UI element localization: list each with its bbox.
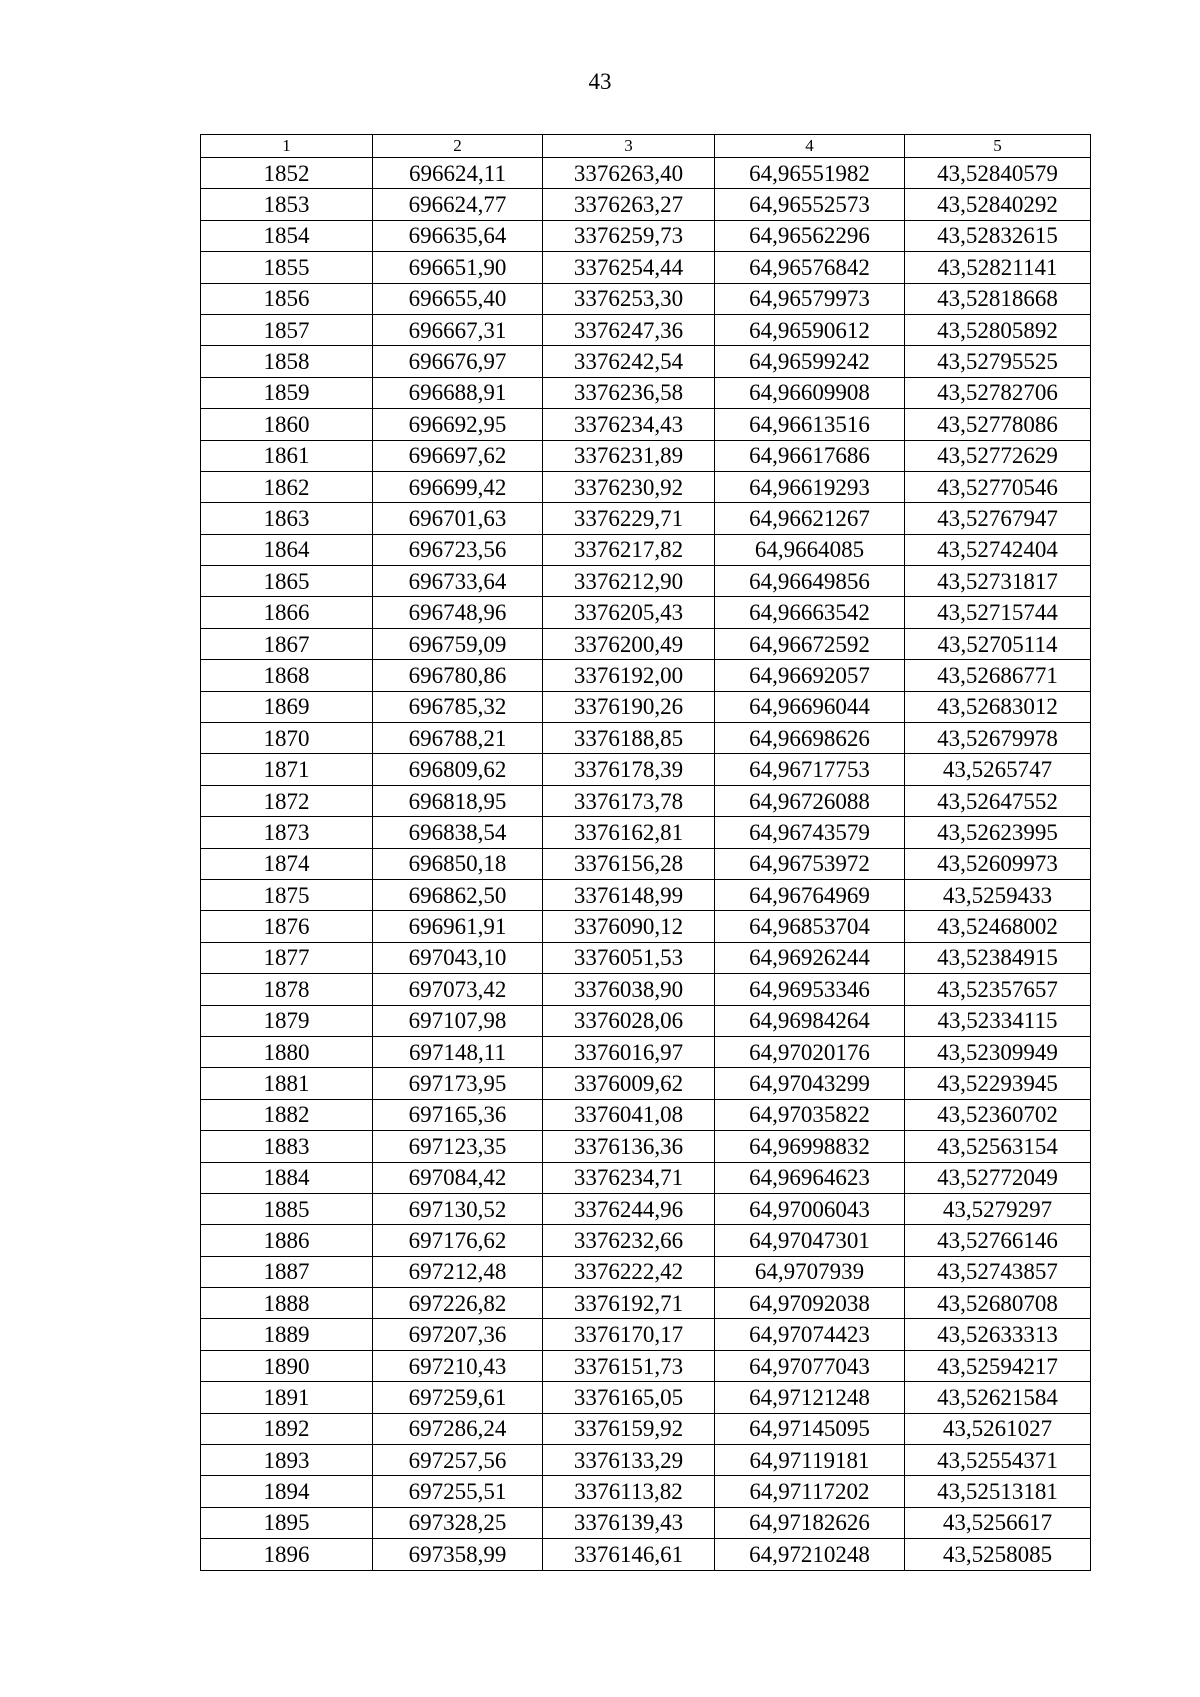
coordinates-table	[200, 134, 1091, 1571]
table-body	[201, 158, 1091, 1571]
header-col-2: 2	[373, 135, 543, 158]
table-row	[201, 597, 1091, 628]
cell-longitude: 64,97119181	[715, 1445, 905, 1476]
table-row	[201, 660, 1091, 691]
cell-longitude: 64,97117202	[715, 1476, 905, 1507]
cell-x-coordinate: 697173,95	[373, 1068, 543, 1099]
cell-latitude: 43,52840579	[905, 158, 1091, 189]
cell-latitude: 43,52805892	[905, 314, 1091, 345]
cell-latitude: 43,52563154	[905, 1131, 1091, 1162]
cell-point-number: 1863	[201, 503, 373, 534]
cell-y-coordinate: 3376231,89	[543, 440, 715, 471]
cell-longitude: 64,97035822	[715, 1099, 905, 1130]
cell-y-coordinate: 3376259,73	[543, 220, 715, 251]
table-row	[201, 628, 1091, 659]
table-row	[201, 409, 1091, 440]
header-col-1: 1	[201, 135, 373, 158]
cell-longitude: 64,96696044	[715, 691, 905, 722]
table-row	[201, 848, 1091, 879]
cell-latitude: 43,52686771	[905, 660, 1091, 691]
cell-latitude: 43,52766146	[905, 1225, 1091, 1256]
cell-latitude: 43,52818668	[905, 283, 1091, 314]
cell-y-coordinate: 3376051,53	[543, 942, 715, 973]
cell-point-number: 1882	[201, 1099, 373, 1130]
cell-longitude: 64,96562296	[715, 220, 905, 251]
cell-y-coordinate: 3376156,28	[543, 848, 715, 879]
table-row	[201, 314, 1091, 345]
cell-y-coordinate: 3376009,62	[543, 1068, 715, 1099]
cell-latitude: 43,52360702	[905, 1099, 1091, 1130]
table-row	[201, 220, 1091, 251]
cell-longitude: 64,97020176	[715, 1036, 905, 1067]
cell-y-coordinate: 3376178,39	[543, 754, 715, 785]
cell-point-number: 1881	[201, 1068, 373, 1099]
cell-point-number: 1876	[201, 911, 373, 942]
cell-x-coordinate: 697084,42	[373, 1162, 543, 1193]
cell-point-number: 1879	[201, 1005, 373, 1036]
cell-y-coordinate: 3376232,66	[543, 1225, 715, 1256]
cell-longitude: 64,96552573	[715, 189, 905, 220]
cell-y-coordinate: 3376200,49	[543, 628, 715, 659]
cell-x-coordinate: 696624,11	[373, 158, 543, 189]
cell-longitude: 64,96692057	[715, 660, 905, 691]
table-row	[201, 879, 1091, 910]
cell-latitude: 43,52633313	[905, 1319, 1091, 1350]
cell-x-coordinate: 696733,64	[373, 566, 543, 597]
cell-point-number: 1855	[201, 252, 373, 283]
cell-longitude: 64,96926244	[715, 942, 905, 973]
cell-y-coordinate: 3376192,71	[543, 1288, 715, 1319]
cell-latitude: 43,52770546	[905, 471, 1091, 502]
cell-x-coordinate: 696961,91	[373, 911, 543, 942]
cell-latitude: 43,52795525	[905, 346, 1091, 377]
cell-y-coordinate: 3376229,71	[543, 503, 715, 534]
table-row	[201, 691, 1091, 722]
cell-y-coordinate: 3376222,42	[543, 1256, 715, 1287]
table-row	[201, 1005, 1091, 1036]
cell-longitude: 64,96964623	[715, 1162, 905, 1193]
cell-y-coordinate: 3376038,90	[543, 974, 715, 1005]
cell-longitude: 64,96590612	[715, 314, 905, 345]
cell-point-number: 1873	[201, 817, 373, 848]
table-row	[201, 1162, 1091, 1193]
cell-latitude: 43,52513181	[905, 1476, 1091, 1507]
cell-x-coordinate: 697210,43	[373, 1350, 543, 1381]
cell-point-number: 1861	[201, 440, 373, 471]
cell-latitude: 43,52742404	[905, 534, 1091, 565]
page-number: 43	[588, 69, 612, 94]
cell-longitude: 64,96599242	[715, 346, 905, 377]
cell-longitude: 64,96663542	[715, 597, 905, 628]
cell-x-coordinate: 697123,35	[373, 1131, 543, 1162]
cell-x-coordinate: 696667,31	[373, 314, 543, 345]
cell-longitude: 64,96672592	[715, 628, 905, 659]
table-row	[201, 440, 1091, 471]
cell-longitude: 64,97043299	[715, 1068, 905, 1099]
cell-point-number: 1896	[201, 1539, 373, 1570]
table-row	[201, 1068, 1091, 1099]
cell-point-number: 1869	[201, 691, 373, 722]
table-row	[201, 503, 1091, 534]
cell-longitude: 64,97210248	[715, 1539, 905, 1570]
cell-latitude: 43,52679978	[905, 723, 1091, 754]
cell-x-coordinate: 697328,25	[373, 1507, 543, 1538]
cell-x-coordinate: 696788,21	[373, 723, 543, 754]
table-row	[201, 346, 1091, 377]
cell-y-coordinate: 3376133,29	[543, 1445, 715, 1476]
cell-y-coordinate: 3376242,54	[543, 346, 715, 377]
cell-point-number: 1892	[201, 1413, 373, 1444]
cell-x-coordinate: 696838,54	[373, 817, 543, 848]
cell-x-coordinate: 697043,10	[373, 942, 543, 973]
cell-latitude: 43,52334115	[905, 1005, 1091, 1036]
cell-longitude: 64,97145095	[715, 1413, 905, 1444]
table-row	[201, 785, 1091, 816]
cell-x-coordinate: 697207,36	[373, 1319, 543, 1350]
cell-y-coordinate: 3376236,58	[543, 377, 715, 408]
cell-y-coordinate: 3376244,96	[543, 1193, 715, 1224]
cell-longitude: 64,97182626	[715, 1507, 905, 1538]
cell-y-coordinate: 3376254,44	[543, 252, 715, 283]
cell-point-number: 1864	[201, 534, 373, 565]
cell-x-coordinate: 697073,42	[373, 974, 543, 1005]
table-row	[201, 1539, 1091, 1570]
cell-y-coordinate: 3376247,36	[543, 314, 715, 345]
cell-point-number: 1894	[201, 1476, 373, 1507]
cell-longitude: 64,96579973	[715, 283, 905, 314]
cell-longitude: 64,97047301	[715, 1225, 905, 1256]
cell-latitude: 43,52767947	[905, 503, 1091, 534]
table-row	[201, 1036, 1091, 1067]
table-row	[201, 817, 1091, 848]
cell-x-coordinate: 697358,99	[373, 1539, 543, 1570]
table-row	[201, 1193, 1091, 1224]
cell-latitude: 43,5265747	[905, 754, 1091, 785]
cell-longitude: 64,96613516	[715, 409, 905, 440]
cell-x-coordinate: 697257,56	[373, 1445, 543, 1476]
cell-latitude: 43,52680708	[905, 1288, 1091, 1319]
cell-x-coordinate: 696748,96	[373, 597, 543, 628]
cell-y-coordinate: 3376165,05	[543, 1382, 715, 1413]
cell-y-coordinate: 3376212,90	[543, 566, 715, 597]
cell-y-coordinate: 3376263,27	[543, 189, 715, 220]
cell-latitude: 43,52832615	[905, 220, 1091, 251]
cell-x-coordinate: 696676,97	[373, 346, 543, 377]
cell-x-coordinate: 696688,91	[373, 377, 543, 408]
cell-longitude: 64,97121248	[715, 1382, 905, 1413]
table-row	[201, 1319, 1091, 1350]
cell-y-coordinate: 3376192,00	[543, 660, 715, 691]
cell-point-number: 1895	[201, 1507, 373, 1538]
table-row	[201, 189, 1091, 220]
cell-y-coordinate: 3376205,43	[543, 597, 715, 628]
table-row	[201, 377, 1091, 408]
cell-point-number: 1874	[201, 848, 373, 879]
cell-x-coordinate: 697255,51	[373, 1476, 543, 1507]
cell-x-coordinate: 697176,62	[373, 1225, 543, 1256]
cell-x-coordinate: 696785,32	[373, 691, 543, 722]
table-row	[201, 911, 1091, 942]
cell-longitude: 64,96753972	[715, 848, 905, 879]
table-row	[201, 566, 1091, 597]
header-col-4: 4	[715, 135, 905, 158]
cell-longitude: 64,96984264	[715, 1005, 905, 1036]
cell-point-number: 1877	[201, 942, 373, 973]
cell-x-coordinate: 697148,11	[373, 1036, 543, 1067]
cell-y-coordinate: 3376113,82	[543, 1476, 715, 1507]
cell-point-number: 1889	[201, 1319, 373, 1350]
cell-x-coordinate: 696701,63	[373, 503, 543, 534]
cell-point-number: 1870	[201, 723, 373, 754]
header-col-3: 3	[543, 135, 715, 158]
cell-x-coordinate: 696624,77	[373, 189, 543, 220]
cell-longitude: 64,97092038	[715, 1288, 905, 1319]
table-row	[201, 1382, 1091, 1413]
cell-latitude: 43,52384915	[905, 942, 1091, 973]
cell-y-coordinate: 3376148,99	[543, 879, 715, 910]
table-row	[201, 158, 1091, 189]
cell-x-coordinate: 696818,95	[373, 785, 543, 816]
table-row	[201, 1445, 1091, 1476]
cell-longitude: 64,96621267	[715, 503, 905, 534]
table-row	[201, 754, 1091, 785]
cell-x-coordinate: 696759,09	[373, 628, 543, 659]
cell-x-coordinate: 696692,95	[373, 409, 543, 440]
cell-point-number: 1880	[201, 1036, 373, 1067]
table-row	[201, 942, 1091, 973]
header-col-5: 5	[905, 135, 1091, 158]
cell-x-coordinate: 696697,62	[373, 440, 543, 471]
cell-point-number: 1859	[201, 377, 373, 408]
table-row	[201, 1507, 1091, 1538]
cell-point-number: 1865	[201, 566, 373, 597]
cell-point-number: 1856	[201, 283, 373, 314]
cell-y-coordinate: 3376151,73	[543, 1350, 715, 1381]
cell-y-coordinate: 3376173,78	[543, 785, 715, 816]
cell-latitude: 43,52743857	[905, 1256, 1091, 1287]
table-row	[201, 1256, 1091, 1287]
cell-x-coordinate: 696780,86	[373, 660, 543, 691]
cell-point-number: 1862	[201, 471, 373, 502]
cell-point-number: 1875	[201, 879, 373, 910]
cell-longitude: 64,96953346	[715, 974, 905, 1005]
cell-latitude: 43,52782706	[905, 377, 1091, 408]
cell-latitude: 43,52309949	[905, 1036, 1091, 1067]
cell-longitude: 64,96617686	[715, 440, 905, 471]
cell-y-coordinate: 3376263,40	[543, 158, 715, 189]
table-row	[201, 252, 1091, 283]
cell-y-coordinate: 3376028,06	[543, 1005, 715, 1036]
cell-latitude: 43,5256617	[905, 1507, 1091, 1538]
cell-point-number: 1854	[201, 220, 373, 251]
cell-y-coordinate: 3376146,61	[543, 1539, 715, 1570]
cell-x-coordinate: 696862,50	[373, 879, 543, 910]
cell-longitude: 64,96551982	[715, 158, 905, 189]
cell-y-coordinate: 3376234,43	[543, 409, 715, 440]
cell-point-number: 1857	[201, 314, 373, 345]
cell-y-coordinate: 3376136,36	[543, 1131, 715, 1162]
cell-x-coordinate: 696723,56	[373, 534, 543, 565]
cell-longitude: 64,96609908	[715, 377, 905, 408]
table-row	[201, 1288, 1091, 1319]
cell-latitude: 43,52468002	[905, 911, 1091, 942]
cell-y-coordinate: 3376159,92	[543, 1413, 715, 1444]
cell-longitude: 64,96698626	[715, 723, 905, 754]
cell-y-coordinate: 3376170,17	[543, 1319, 715, 1350]
cell-latitude: 43,52705114	[905, 628, 1091, 659]
cell-latitude: 43,52647552	[905, 785, 1091, 816]
cell-longitude: 64,96853704	[715, 911, 905, 942]
cell-latitude: 43,52621584	[905, 1382, 1091, 1413]
cell-latitude: 43,52594217	[905, 1350, 1091, 1381]
cell-point-number: 1871	[201, 754, 373, 785]
cell-point-number: 1893	[201, 1445, 373, 1476]
cell-x-coordinate: 697259,61	[373, 1382, 543, 1413]
cell-x-coordinate: 696655,40	[373, 283, 543, 314]
cell-point-number: 1860	[201, 409, 373, 440]
cell-latitude: 43,5261027	[905, 1413, 1091, 1444]
cell-y-coordinate: 3376217,82	[543, 534, 715, 565]
cell-point-number: 1858	[201, 346, 373, 377]
cell-latitude: 43,52683012	[905, 691, 1091, 722]
cell-longitude: 64,97006043	[715, 1193, 905, 1224]
cell-latitude: 43,5279297	[905, 1193, 1091, 1224]
cell-latitude: 43,52778086	[905, 409, 1091, 440]
table-row	[201, 1225, 1091, 1256]
cell-longitude: 64,96649856	[715, 566, 905, 597]
cell-x-coordinate: 696850,18	[373, 848, 543, 879]
cell-latitude: 43,5258085	[905, 1539, 1091, 1570]
cell-latitude: 43,52840292	[905, 189, 1091, 220]
table-header	[201, 135, 1091, 158]
table-row	[201, 723, 1091, 754]
cell-longitude: 64,96743579	[715, 817, 905, 848]
cell-y-coordinate: 3376190,26	[543, 691, 715, 722]
cell-point-number: 1887	[201, 1256, 373, 1287]
cell-y-coordinate: 3376041,08	[543, 1099, 715, 1130]
cell-point-number: 1884	[201, 1162, 373, 1193]
table-row	[201, 1476, 1091, 1507]
cell-longitude: 64,97074423	[715, 1319, 905, 1350]
cell-point-number: 1890	[201, 1350, 373, 1381]
cell-longitude: 64,96717753	[715, 754, 905, 785]
cell-y-coordinate: 3376253,30	[543, 283, 715, 314]
header-row	[201, 135, 1091, 158]
cell-longitude: 64,96764969	[715, 879, 905, 910]
cell-x-coordinate: 697226,82	[373, 1288, 543, 1319]
cell-point-number: 1867	[201, 628, 373, 659]
cell-point-number: 1866	[201, 597, 373, 628]
table-row	[201, 1350, 1091, 1381]
cell-x-coordinate: 697286,24	[373, 1413, 543, 1444]
cell-y-coordinate: 3376016,97	[543, 1036, 715, 1067]
cell-y-coordinate: 3376230,92	[543, 471, 715, 502]
cell-latitude: 43,52821141	[905, 252, 1091, 283]
cell-longitude: 64,9664085	[715, 534, 905, 565]
cell-point-number: 1888	[201, 1288, 373, 1319]
cell-point-number: 1886	[201, 1225, 373, 1256]
cell-longitude: 64,9707939	[715, 1256, 905, 1287]
table-row	[201, 1131, 1091, 1162]
cell-x-coordinate: 697130,52	[373, 1193, 543, 1224]
cell-latitude: 43,5259433	[905, 879, 1091, 910]
cell-y-coordinate: 3376090,12	[543, 911, 715, 942]
cell-point-number: 1872	[201, 785, 373, 816]
cell-x-coordinate: 697212,48	[373, 1256, 543, 1287]
cell-point-number: 1891	[201, 1382, 373, 1413]
table-row	[201, 283, 1091, 314]
cell-y-coordinate: 3376162,81	[543, 817, 715, 848]
cell-point-number: 1885	[201, 1193, 373, 1224]
cell-x-coordinate: 696635,64	[373, 220, 543, 251]
cell-x-coordinate: 697107,98	[373, 1005, 543, 1036]
cell-latitude: 43,52623995	[905, 817, 1091, 848]
table-row	[201, 471, 1091, 502]
cell-longitude: 64,96576842	[715, 252, 905, 283]
cell-x-coordinate: 696809,62	[373, 754, 543, 785]
cell-latitude: 43,52772049	[905, 1162, 1091, 1193]
cell-point-number: 1883	[201, 1131, 373, 1162]
cell-latitude: 43,52772629	[905, 440, 1091, 471]
table-row	[201, 974, 1091, 1005]
cell-point-number: 1852	[201, 158, 373, 189]
cell-latitude: 43,52357657	[905, 974, 1091, 1005]
cell-longitude: 64,96619293	[715, 471, 905, 502]
cell-latitude: 43,52609973	[905, 848, 1091, 879]
cell-latitude: 43,52731817	[905, 566, 1091, 597]
cell-latitude: 43,52554371	[905, 1445, 1091, 1476]
cell-longitude: 64,96998832	[715, 1131, 905, 1162]
cell-point-number: 1853	[201, 189, 373, 220]
cell-y-coordinate: 3376139,43	[543, 1507, 715, 1538]
cell-x-coordinate: 696699,42	[373, 471, 543, 502]
cell-longitude: 64,96726088	[715, 785, 905, 816]
cell-point-number: 1868	[201, 660, 373, 691]
cell-x-coordinate: 696651,90	[373, 252, 543, 283]
cell-longitude: 64,97077043	[715, 1350, 905, 1381]
cell-latitude: 43,52293945	[905, 1068, 1091, 1099]
cell-y-coordinate: 3376234,71	[543, 1162, 715, 1193]
table-row	[201, 1413, 1091, 1444]
table-row	[201, 1099, 1091, 1130]
cell-y-coordinate: 3376188,85	[543, 723, 715, 754]
cell-x-coordinate: 697165,36	[373, 1099, 543, 1130]
cell-point-number: 1878	[201, 974, 373, 1005]
cell-latitude: 43,52715744	[905, 597, 1091, 628]
table-row	[201, 534, 1091, 565]
